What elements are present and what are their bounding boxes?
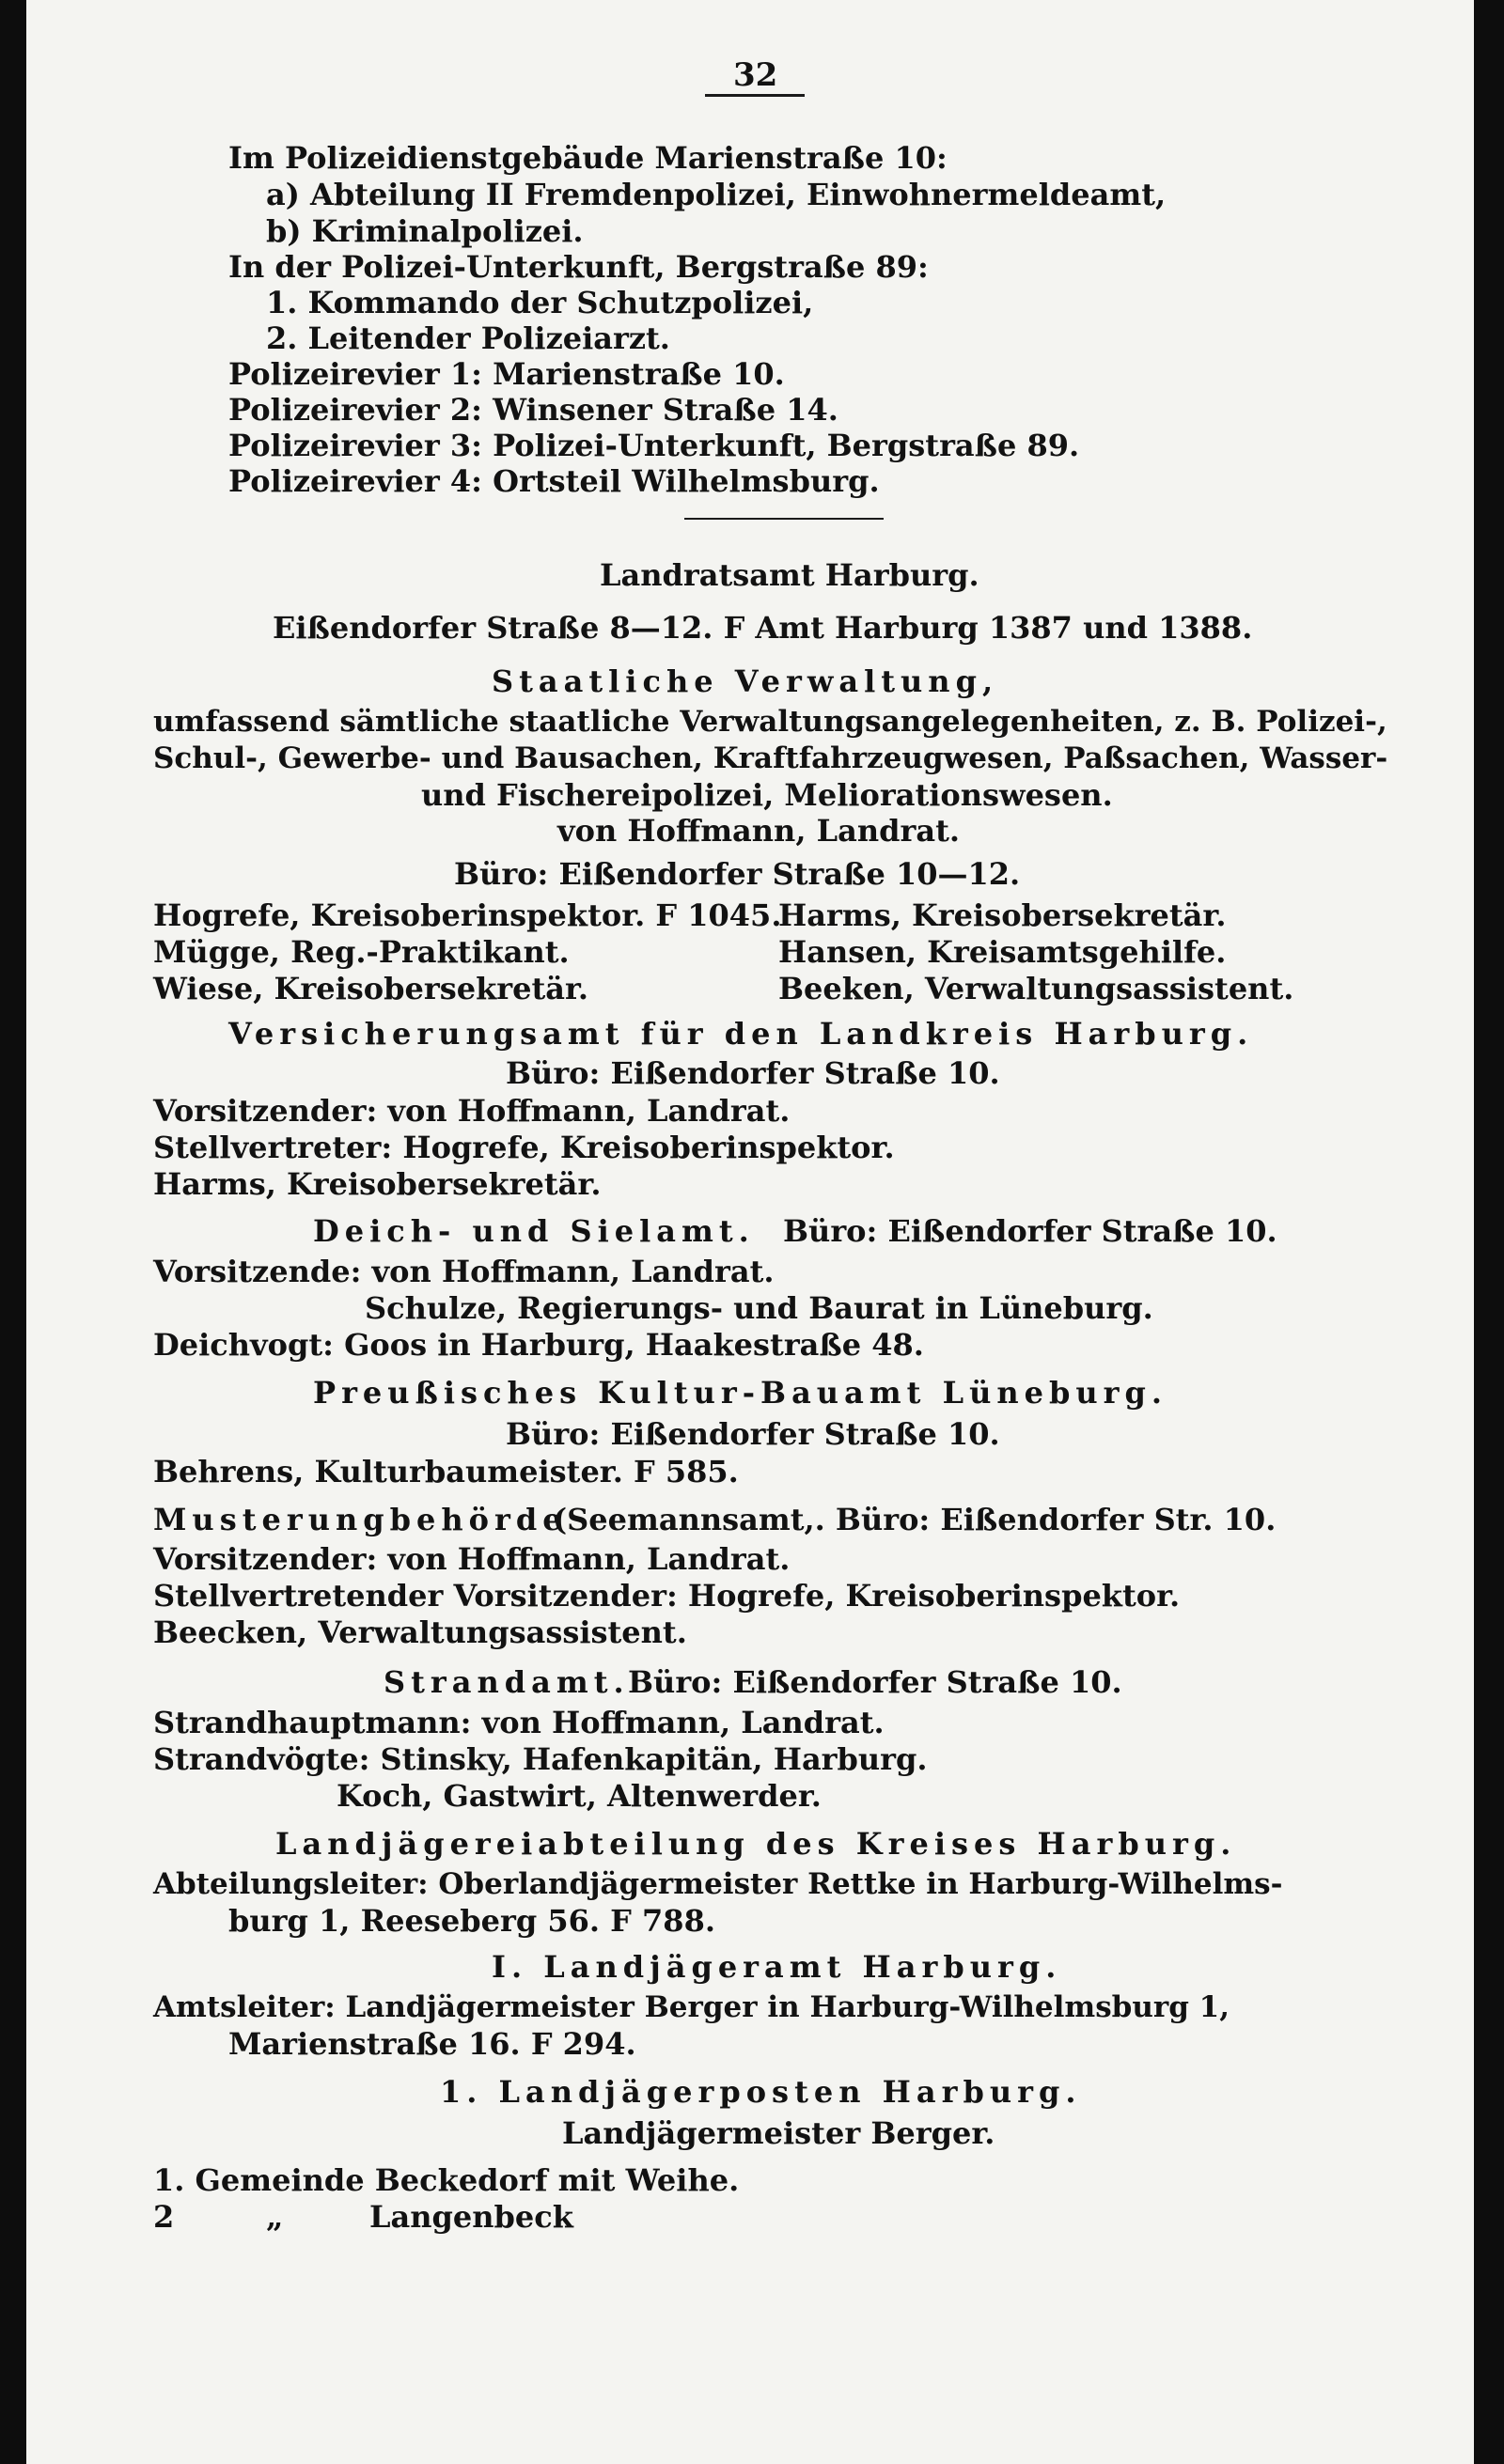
police-line: Polizeirevier 3: Polizei-Unterkunft, Bergstraße 89.	[228, 428, 1080, 463]
versicherung-line: Stellvertreter: Hogrefe, Kreisoberinspektor.	[153, 1130, 895, 1165]
landrat-buero: Büro: Eißendorfer Straße 10—12.	[454, 856, 1021, 892]
landrat-desc: umfassend sämtliche staatliche Verwaltungsangelegenheiten, z. B. Polizei-,	[153, 705, 1387, 739]
section-divider	[684, 518, 884, 520]
staff-entry: Beeken, Verwaltungsassistent.	[778, 971, 1294, 1006]
page-number: 32	[733, 56, 778, 94]
deich-line: Deichvogt: Goos in Harburg, Haakestraße 48.	[153, 1327, 924, 1363]
deich-line: Schulze, Regierungs- und Baurat in Lüneburg.	[365, 1290, 1153, 1326]
list-item: Langenbeck	[369, 2199, 573, 2235]
police-line: a) Abteilung II Fremdenpolizei, Einwohnermeldeamt,	[266, 177, 1167, 212]
muster-rest: (Seemannsamt,. Büro: Eißendorfer Str. 10.	[553, 1502, 1277, 1537]
page-number-rule	[705, 94, 805, 97]
staatliche-heading: Staatliche Verwaltung,	[492, 663, 999, 699]
police-line: In der Polizei-Unterkunft, Bergstraße 89:	[228, 249, 929, 285]
police-line: b) Kriminalpolizei.	[266, 213, 584, 249]
police-line: Polizeirevier 2: Winsener Straße 14.	[228, 392, 838, 428]
strand-line: Strandvögte: Stinsky, Hafenkapitän, Harburg.	[153, 1741, 928, 1777]
deich-line: Vorsitzende: von Hoffmann, Landrat.	[153, 1254, 775, 1289]
landrat-desc: und Fischereipolizei, Meliorationswesen.	[421, 777, 1113, 813]
police-line: Polizeirevier 1: Marienstraße 10.	[228, 356, 785, 392]
kultur-line: Behrens, Kulturbaumeister. F 585.	[153, 1454, 739, 1489]
versicherung-line: Vorsitzender: von Hoffmann, Landrat.	[153, 1093, 791, 1129]
strand-title: Strandamt.	[384, 1664, 630, 1700]
landrat-head: von Hoffmann, Landrat.	[557, 813, 960, 849]
muster-line: Vorsitzender: von Hoffmann, Landrat.	[153, 1541, 791, 1577]
police-line: 2. Leitender Polizeiarzt.	[266, 320, 670, 356]
muster-title: Musterungbehörde	[153, 1502, 568, 1537]
landrat-title: Landratsamt Harburg.	[600, 557, 979, 593]
kultur-buero: Büro: Eißendorfer Straße 10.	[506, 1416, 1000, 1452]
ditto-mark: „	[266, 2199, 284, 2235]
staff-entry: Hansen, Kreisamtsgehilfe.	[778, 934, 1227, 970]
landjaegeramt-line: Amtsleiter: Landjägermeister Berger in Harburg-Wilhelmsburg 1,	[153, 1990, 1230, 2024]
landjaegeramt-title: I. Landjägeramt Harburg.	[492, 1949, 1062, 1985]
landjaegerposten-head: Landjägermeister Berger.	[562, 2115, 995, 2151]
versicherung-buero: Büro: Eißendorfer Straße 10.	[506, 1055, 1000, 1091]
police-line: Polizeirevier 4: Ortsteil Wilhelmsburg.	[228, 463, 880, 499]
staff-entry: Hogrefe, Kreisoberinspektor. F 1045.	[153, 897, 782, 933]
strand-buero: Büro: Eißendorfer Straße 10.	[628, 1664, 1122, 1700]
muster-line: Beecken, Verwaltungsassistent.	[153, 1614, 687, 1650]
document-page	[26, 0, 1474, 2464]
staff-entry: Wiese, Kreisobersekretär.	[153, 971, 589, 1006]
staff-entry: Harms, Kreisobersekretär.	[778, 897, 1227, 933]
versicherung-title: Versicherungsamt für den Landkreis Harburg.	[228, 1016, 1254, 1052]
deich-title: Deich- und Sielamt.	[313, 1213, 755, 1249]
list-item-number: 2	[153, 2199, 175, 2235]
landrat-desc: Schul-, Gewerbe- und Bausachen, Kraftfahrzeugwesen, Paßsachen, Wasser-	[153, 741, 1388, 775]
landjaegeramt-line: Marienstraße 16. F 294.	[228, 2026, 636, 2062]
deich-buero: Büro: Eißendorfer Straße 10.	[783, 1213, 1277, 1249]
versicherung-line: Harms, Kreisobersekretär.	[153, 1166, 602, 1202]
landrat-address: Eißendorfer Straße 8—12. F Amt Harburg 1387 und 1388.	[273, 610, 1253, 646]
landjaegerposten-title: 1. Landjägerposten Harburg.	[440, 2074, 1082, 2110]
kultur-title: Preußisches Kultur-Bauamt Lüneburg.	[313, 1375, 1167, 1411]
police-line: 1. Kommando der Schutzpolizei,	[266, 285, 814, 320]
landjaeger-title: Landjägereiabteilung des Kreises Harburg.	[275, 1826, 1237, 1862]
strand-line: Strandhauptmann: von Hoffmann, Landrat.	[153, 1705, 885, 1740]
list-item: 1. Gemeinde Beckedorf mit Weihe.	[153, 2162, 740, 2198]
strand-line: Koch, Gastwirt, Altenwerder.	[337, 1778, 822, 1814]
police-line: Im Polizeidienstgebäude Marienstraße 10:	[228, 140, 948, 176]
staff-entry: Mügge, Reg.-Praktikant.	[153, 934, 570, 970]
landjaeger-line: Abteilungsleiter: Oberlandjägermeister Rettke in Harburg-Wilhelms-	[153, 1867, 1283, 1901]
muster-line: Stellvertretender Vorsitzender: Hogrefe, Kreisoberinspektor.	[153, 1578, 1181, 1614]
landjaeger-line: burg 1, Reeseberg 56. F 788.	[228, 1903, 715, 1939]
